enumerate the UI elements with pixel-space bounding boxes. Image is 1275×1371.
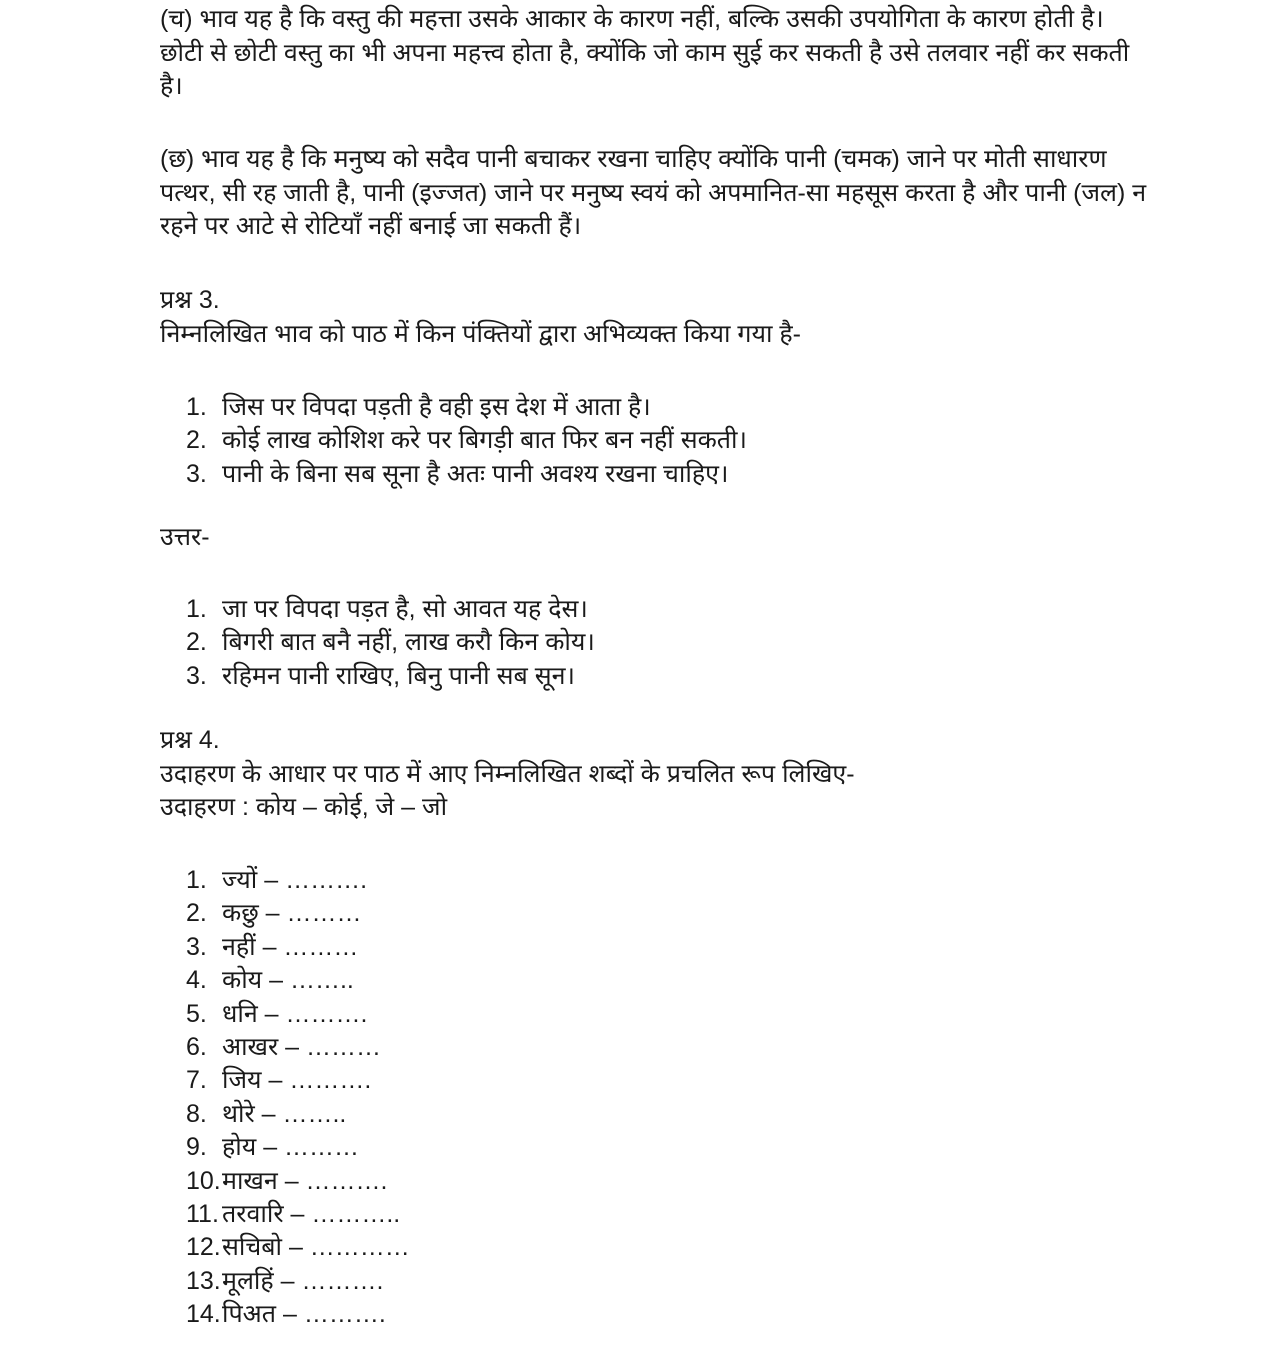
answer-label: उत्तर- xyxy=(160,523,210,551)
item-text: सचिबो – ………… xyxy=(222,1233,410,1262)
list-item xyxy=(160,1031,1150,1064)
item-text: कछु – ……… xyxy=(222,899,362,928)
item-text: माखन – ………. xyxy=(222,1166,388,1195)
list-item xyxy=(160,1064,1150,1097)
item-text: थोरे – …….. xyxy=(222,1099,347,1128)
list-item xyxy=(160,964,1150,997)
item-text: जिय – ………. xyxy=(222,1066,372,1095)
question-label: प्रश्न 4. xyxy=(160,726,220,754)
paragraph-cha: (च) भाव यह है कि वस्तु की महत्ता उसके आकार के कारण नहीं, बल्कि उसकी उपयोगिता के कारण होती है। छोटी से छोटी वस्तु का भी अपना महत्त्व होता है, क्योंकि जो काम सुई कर सकती है उसे तलवार नहीं कर सकती है। xyxy=(160,5,1130,100)
item-text: तरवारि – ……….. xyxy=(222,1199,401,1228)
list-item xyxy=(160,1298,1150,1331)
item-text: ज्यों – ………. xyxy=(222,866,368,894)
question-3 xyxy=(160,284,1150,351)
list-item: 3. पानी के बिना सब सूना है अतः पानी अवश्य रखना चाहिए। xyxy=(186,459,729,488)
list-item: 1. जिस पर विपदा पड़ती है वही इस देश में आता है। xyxy=(186,393,651,421)
item-text: मूलहिं – ………. xyxy=(222,1266,384,1295)
item-number: 13. xyxy=(186,1266,221,1295)
item-number: 8. xyxy=(186,1099,207,1128)
list-item xyxy=(160,1198,1150,1231)
item-number: 1. xyxy=(186,866,207,894)
item-text: आखर – ……… xyxy=(222,1032,382,1061)
question-4-list xyxy=(160,864,1150,1331)
list-item: 1. जा पर विपदा पड़त है, सो आवत यह देस। xyxy=(186,595,588,623)
question-text: निम्नलिखित भाव को पाठ में किन पंक्तियों द्वारा अभिव्यक्त किया गया है- xyxy=(160,319,801,348)
item-number: 7. xyxy=(186,1066,207,1095)
item-number: 5. xyxy=(186,999,207,1028)
item-text: होय – ……… xyxy=(222,1133,360,1162)
list-item xyxy=(160,1098,1150,1131)
item-number: 9. xyxy=(186,1133,207,1162)
list-item: 2. कोई लाख कोशिश करे पर बिगड़ी बात फिर बन नहीं सकती। xyxy=(186,426,748,455)
list-item: 3. रहिमन पानी राखिए, बिनु पानी सब सून। xyxy=(186,661,575,690)
paragraph-chha: (छ) भाव यह है कि मनुष्य को सदैव पानी बचाकर रखना चाहिए क्योंकि पानी (चमक) जाने पर मोती साधारण पत्थर, सी रह जाती है, पानी (इज्जत) जाने पर मनुष्य स्वयं को अपमानित-सा महसूस करता है और पानी (जल) न रहने पर आटे से रोटियाँ नहीं बनाई जा सकती हैं। xyxy=(160,145,1147,240)
item-text: धनि – ………. xyxy=(222,999,368,1028)
list-item xyxy=(160,998,1150,1031)
list-item xyxy=(160,1231,1150,1264)
item-number: 12. xyxy=(186,1233,221,1262)
answer-list xyxy=(160,593,1150,693)
question-label: प्रश्न 3. xyxy=(160,286,220,314)
list-item xyxy=(160,931,1150,964)
list-item: 2. बिगरी बात बनै नहीं, लाख करौ किन कोय। xyxy=(186,628,595,657)
item-text: कोय – …….. xyxy=(222,966,354,995)
question-text: उदाहरण के आधार पर पाठ में आए निम्नलिखित शब्दों के प्रचलित रूप लिखिए- xyxy=(160,759,855,788)
list-item xyxy=(160,864,1150,897)
list-item xyxy=(160,897,1150,930)
item-text: पिअत – ………. xyxy=(222,1300,386,1329)
item-number: 2. xyxy=(186,899,207,928)
question-3-list xyxy=(160,391,1150,491)
question-4 xyxy=(160,724,1150,825)
item-text: नहीं – ……… xyxy=(222,932,359,961)
item-number: 6. xyxy=(186,1032,207,1061)
example-text: उदाहरण : कोय – कोई, जे – जो xyxy=(160,793,448,821)
item-number: 3. xyxy=(186,932,207,961)
list-item xyxy=(160,1165,1150,1198)
list-item xyxy=(160,1265,1150,1298)
item-number: 10. xyxy=(186,1166,221,1195)
item-number: 4. xyxy=(186,966,207,995)
item-number: 14. xyxy=(186,1300,221,1329)
item-number: 11. xyxy=(186,1199,219,1228)
list-item xyxy=(160,1131,1150,1164)
